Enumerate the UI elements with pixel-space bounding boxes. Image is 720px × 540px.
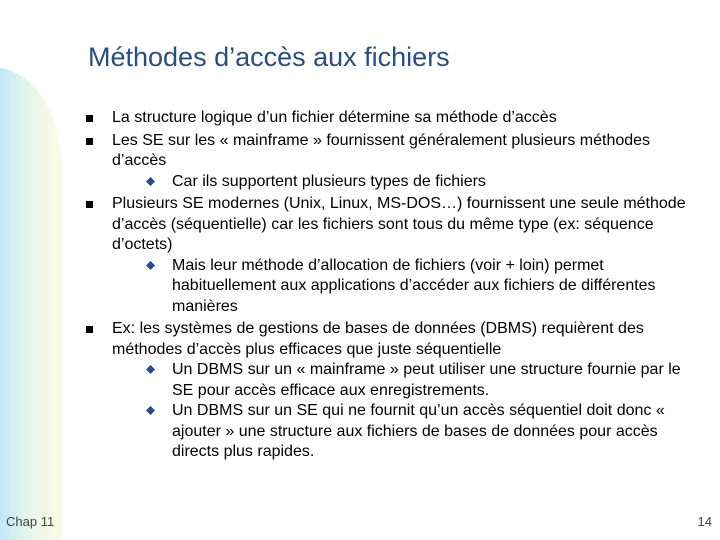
diamond-bullet-icon xyxy=(146,365,155,374)
bullet-4 xyxy=(84,319,704,463)
square-bullet-icon xyxy=(86,201,93,208)
chapter-label: Chap 11 xyxy=(6,514,55,529)
slide-content xyxy=(84,108,704,463)
sub-bullet xyxy=(146,401,704,463)
sub-bullet xyxy=(146,360,704,401)
bullet-2 xyxy=(84,131,704,193)
diamond-bullet-icon xyxy=(146,406,155,415)
bullet-3 xyxy=(84,194,704,317)
square-bullet-icon xyxy=(86,138,93,145)
square-bullet-icon xyxy=(86,326,93,333)
bullet-text: Ex: les systèmes de gestions de bases de données (DBMS) requièrent des méthodes d’accès plus efficaces que juste séquentielle xyxy=(112,320,644,358)
bullet-1 xyxy=(84,108,704,129)
sub-bullet-text: Mais leur méthode d’allocation de fichiers (voir + loin) permet habituellement aux applications d’accéder aux fichiers de différentes manières xyxy=(172,256,656,315)
bullet-text: La structure logique d’un fichier détermine sa méthode d’accès xyxy=(112,109,557,126)
diamond-bullet-icon xyxy=(146,261,155,270)
sub-bullet xyxy=(146,172,704,193)
sub-bullet-text: Un DBMS sur un « mainframe » peut utiliser une structure fournie par le SE pour accès efficace aux enregistrements. xyxy=(172,361,681,399)
square-bullet-icon xyxy=(86,115,93,122)
page-number: 14 xyxy=(697,514,712,529)
sub-bullet-text: Car ils supportent plusieurs types de fichiers xyxy=(172,172,486,190)
sub-bullet-text: Un DBMS sur un SE qui ne fournit qu’un accès séquentiel doit donc « ajouter » une structure aux fichiers de bases de données pour accès directs plus rapides. xyxy=(172,402,665,460)
sub-bullet xyxy=(146,256,704,318)
diamond-bullet-icon xyxy=(146,177,155,186)
bullet-text: Les SE sur les « mainframe » fournissent généralement plusieurs méthodes d’accès xyxy=(112,131,651,169)
slide-title: Méthodes d’accès aux fichiers xyxy=(88,42,450,72)
bullet-text: Plusieurs SE modernes (Unix, Linux, MS-DOS…) fournissent une seule méthode d’accès (séquentielle) car les fichiers sont tous du même type (ex: séquence d’octets) xyxy=(112,195,686,253)
